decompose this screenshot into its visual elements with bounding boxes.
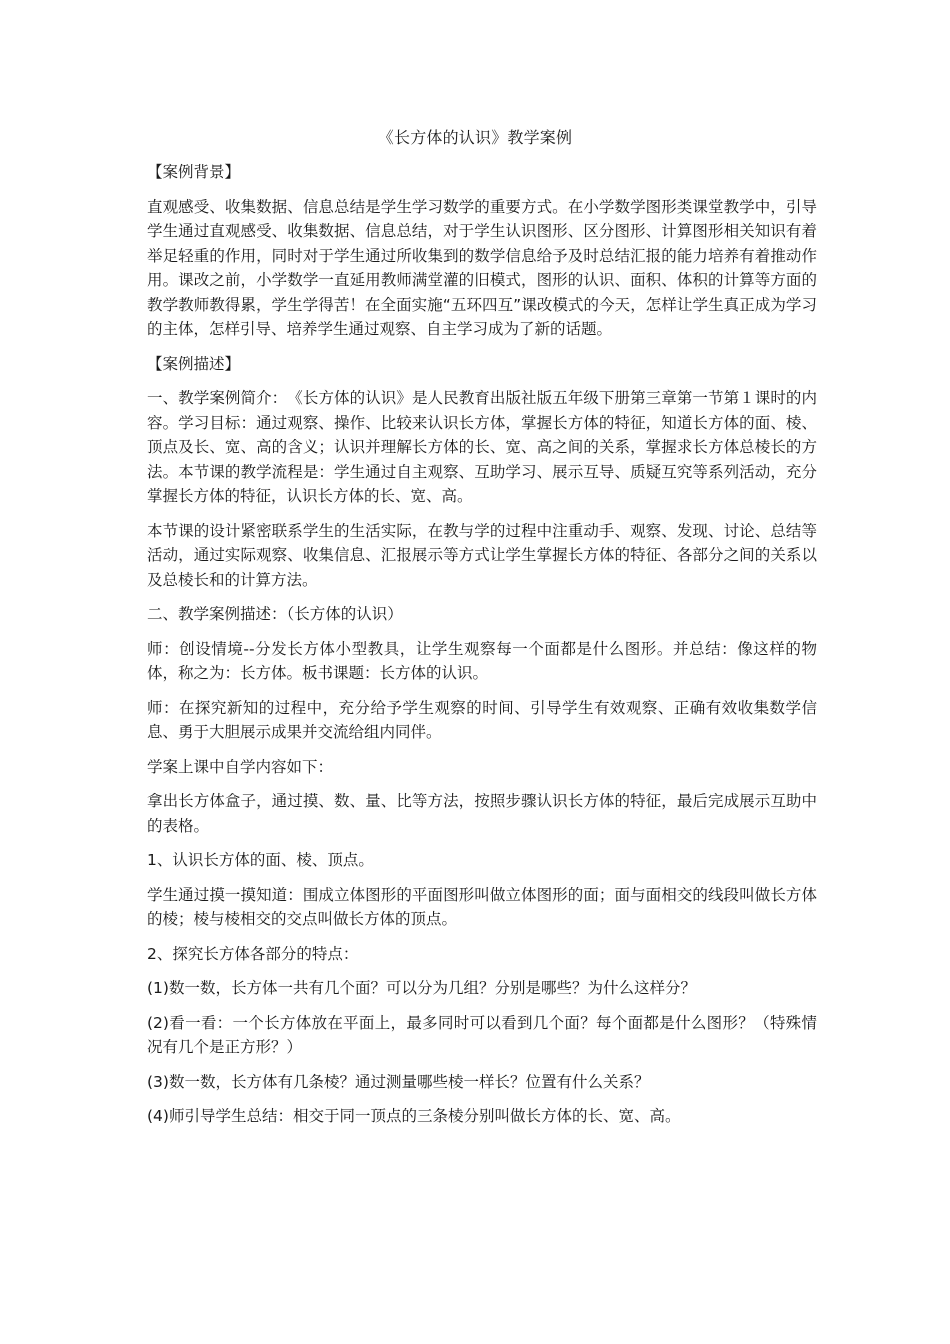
paragraph-background: 直观感受、收集数据、信息总结是学生学习数学的重要方式。在小学数学图形类课堂教学中，引导学生通过直观感受、收集数据、信息总结，对于学生认识图形、区分图形、计算图形相关知识有着举足轻重的作用，同时对于学生通过所收集到的数学信息给予及时总结汇报的能力培养有着推动作用。课改之前，小学数学一直延用教师满堂灌的旧模式，图形的认识、面积、体积的计算等方面的教学教师教得累，学生学得苦！在全面实施“五环四互”课改模式的今天，怎样让学生真正成为学习的主体，怎样引导、培养学生通过观察、自主学习成为了新的话题。 xyxy=(147,197,817,338)
paragraph-case-intro: 一、教学案例简介： 《长方体的认识》是人民教育出版社版五年级下册第三章第一节第１课时的内容。学习目标：通过观察、操作、比较来认识长方体，掌握长方体的特征，知道长方体的面、棱、顶点及长、宽、高的含义；认识并理解长方体的长、宽、高之间的关系，掌握求长方体总棱长的方法。本节课的教学流程是：学生通过自主观察、互助学习、展示互导、质疑互究等系列活动，充分掌握长方体的特征，认识长方体的长、宽、高。 xyxy=(147,389,817,505)
paragraph-question-2: (2)看一看：一个长方体放在平面上，最多同时可以看到几个面？每个面都是什么图形？（特殊情况有几个是正方形？） xyxy=(147,1013,817,1056)
document-title: 《长方体的认识》教学案例 xyxy=(377,128,573,147)
paragraph-teacher-situation: 师：创设情境--分发长方体小型教具，让学生观察每一个面都是什么图形。并总结：像这样的物体，称之为：长方体。板书课题：长方体的认识。 xyxy=(147,639,817,682)
paragraph-question-1: (1)数一数，长方体一共有几个面？可以分为几组？分别是哪些？为什么这样分？ xyxy=(147,979,696,997)
paragraph-step-2: 2、探究长方体各部分的特点： xyxy=(147,944,359,963)
paragraph-box-activity: 拿出长方体盒子，通过摸、数、量、比等方法，按照步骤认识长方体的特征，最后完成展示互助中的表格。 xyxy=(147,792,817,835)
paragraph-lesson-design: 本节课的设计紧密联系学生的生活实际，在教与学的过程中注重动手、观察、发现、讨论、总结等活动，通过实际观察、收集信息、汇报展示等方式让学生掌握长方体的特征、各部分之间的关系以及总棱长和的计算方法。 xyxy=(147,521,817,589)
section-heading-description: 【案例描述】 xyxy=(147,354,241,373)
paragraph-question-3: (3)数一数，长方体有几条棱？通过测量哪些棱一样长？位置有什么关系？ xyxy=(147,1072,650,1091)
paragraph-self-study-intro: 学案上课中自学内容如下： xyxy=(147,757,334,776)
paragraph-teacher-exploration: 师：在探究新知的过程中，充分给予学生观察的时间、引导学生有效观察、正确有效收集数学信息、勇于大胆展示成果并交流给组内同伴。 xyxy=(147,698,817,741)
document-body xyxy=(147,160,817,1139)
section-heading-background: 【案例背景】 xyxy=(147,163,241,181)
paragraph-step-1-detail: 学生通过摸一摸知道：围成立体图形的平面图形叫做立体图形的面；面与面相交的线段叫做长方体的棱；棱与棱相交的交点叫做长方体的顶点。 xyxy=(147,885,817,928)
paragraph-step-1: 1、认识长方体的面、棱、顶点。 xyxy=(147,851,374,869)
paragraph-case-description-heading: 二、教学案例描述：（长方体的认识） xyxy=(147,605,403,623)
paragraph-question-4: (4)师引导学生总结：相交于同一顶点的三条棱分别叫做长方体的长、宽、高。 xyxy=(147,1107,681,1125)
